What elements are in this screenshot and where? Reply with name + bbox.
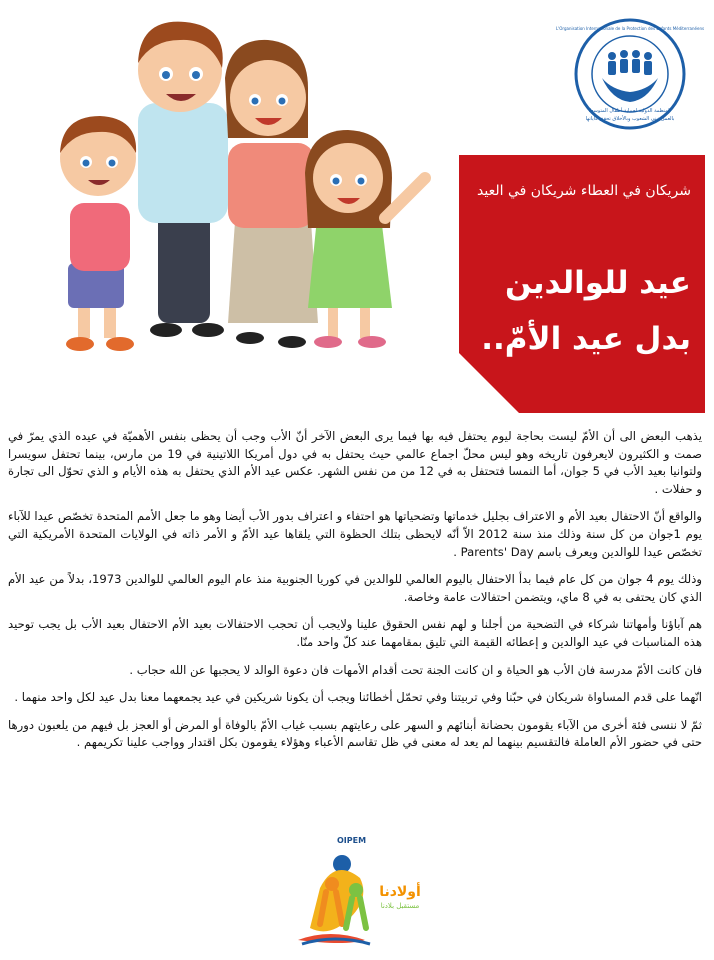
awladna-logo-title: أولادنا xyxy=(379,884,421,900)
page-fold-corner xyxy=(459,353,519,413)
paragraph-4: هم آباؤنا وأمهاتنا شركاء في التضحية من أجلنا و لهم نفس الحقوق علينا ولايجب أن تحجب الاحتفالات بعيد الأم الاحتفال بعيد الأب بل يجب توحيد هذه المناسبات في عيد الوالدين و إعطائه القيمة التي تليق بمقامهما عند كلّ واحد منّا. xyxy=(8,617,702,649)
awladna-logo xyxy=(290,848,420,948)
logo-arabic-name: المنظمة الدولية لحماية أطفال المتوسط xyxy=(588,108,672,114)
panel-title xyxy=(459,255,691,367)
father-figure xyxy=(138,22,228,337)
mother-figure xyxy=(225,40,318,348)
family-illustration xyxy=(40,8,450,363)
awladna-logo-subtitle: مستقبل بلادنا xyxy=(380,902,420,910)
logo-slogan: بالعمل تبنى الشعوب وبالأخلاق تحقق غاياتها xyxy=(585,116,675,122)
panel-tagline: شريكان في العطاء شريكان في العيد xyxy=(477,183,691,199)
footer-org-label: OIPEM xyxy=(337,836,367,845)
panel-title-line2: بدل عيد الأمّ.. xyxy=(481,321,691,357)
logo-top-text: L'Organisation Internationale de la Protection des Enfants Méditerranéens xyxy=(555,26,705,31)
girl-figure xyxy=(305,130,425,348)
paragraph-6: انّهما على قدم المساواة شريكان في حبّنا وفي تربيتنا وفي تحمّل أخطائنا ويجب أن يكونا شريكين في عيد يجمعهما معنا بدل عيد لكل واحد منهما . xyxy=(14,690,702,705)
title-panel xyxy=(459,155,705,413)
paragraph-3: وذلك يوم 4 جوان من كل عام فيما بدأ الاحتفال باليوم العالمي للوالدين في كوريا الجنوبية منذ عام اليوم العالمي للوالدين 1973، بدلاً من عيد الأم الذي كان يحتفى به في 8 ماي، ويتضمن احتفالات عامة وخاصة. xyxy=(8,572,702,604)
paragraph-1: يذهب البعض الى أن الأمّ ليست بحاجة ليوم يحتفل فيه بها فيما يرى البعض الآخر أنّ الأب وجب أن يحظى بنفس الأهميّة في عيده الذي يمرّ في صمت و الكثيرون لايعرفون تاريخه وهو ليس محلّ اجماع عالمي حيث يحتفل به في دول أمريكا اللاتينية في 19 من مارس، بينما تحتفل سويسرا ولتوانيا بعيد الأب في 5 جوان، أما النمسا فتحتفل به في 12 من من نفس الشهر. عكس عيد الأم الذي يحتفل به هذه الأيام و الذي تحوّل الى تجارة و حفلات . xyxy=(8,429,703,496)
paragraph-2: والواقع أنّ الاحتفال بعيد الأم و الاعتراف بجليل خدماتها وتضحياتها هو احتفاء و اعتراف بدور الأب أيضا وهو ما جعل الأمم المتحدة تخصّص عيدا للآباء يوم 1جوان من كل سنة وذلك منذ سنة 2012 الاّ أنّه لايحظى بتلك الحظوة التي يلقاها عيد الأمّ و الأمر ذاته في الولايات المتحدة الأمريكية التي تخصّص عيدا للوالدين ويعرف باسم Parents' Day . xyxy=(8,509,702,559)
organization-logo xyxy=(555,16,705,132)
paragraph-5: فان كانت الأمّ مدرسة فان الأب هو الحياة و ان كانت الجنة تحت أقدام الأمهات فان دعوة الوالد لا يحجبها عن الله حجاب . xyxy=(129,662,702,677)
boy-figure xyxy=(60,116,136,351)
panel-title-line1: عيد للوالدين xyxy=(505,265,691,301)
article-body xyxy=(8,428,702,762)
paragraph-7: ثمّ لا ننسى فئة أخرى من الآباء يقومون بحضانة أبنائهم و السهر على رعايتهم بسبب غياب الأمّ بالوفاة أو المرض أو العجز بل فيهم من يلعبون دورها حتى في حضور الأم العاملة فالتقسيم بينهما لم يعد له معنى في ظل تقاسم الأعباء وهؤلاء يقومون بكل اقتدار وواجب علينا تكريمهم . xyxy=(8,717,702,750)
